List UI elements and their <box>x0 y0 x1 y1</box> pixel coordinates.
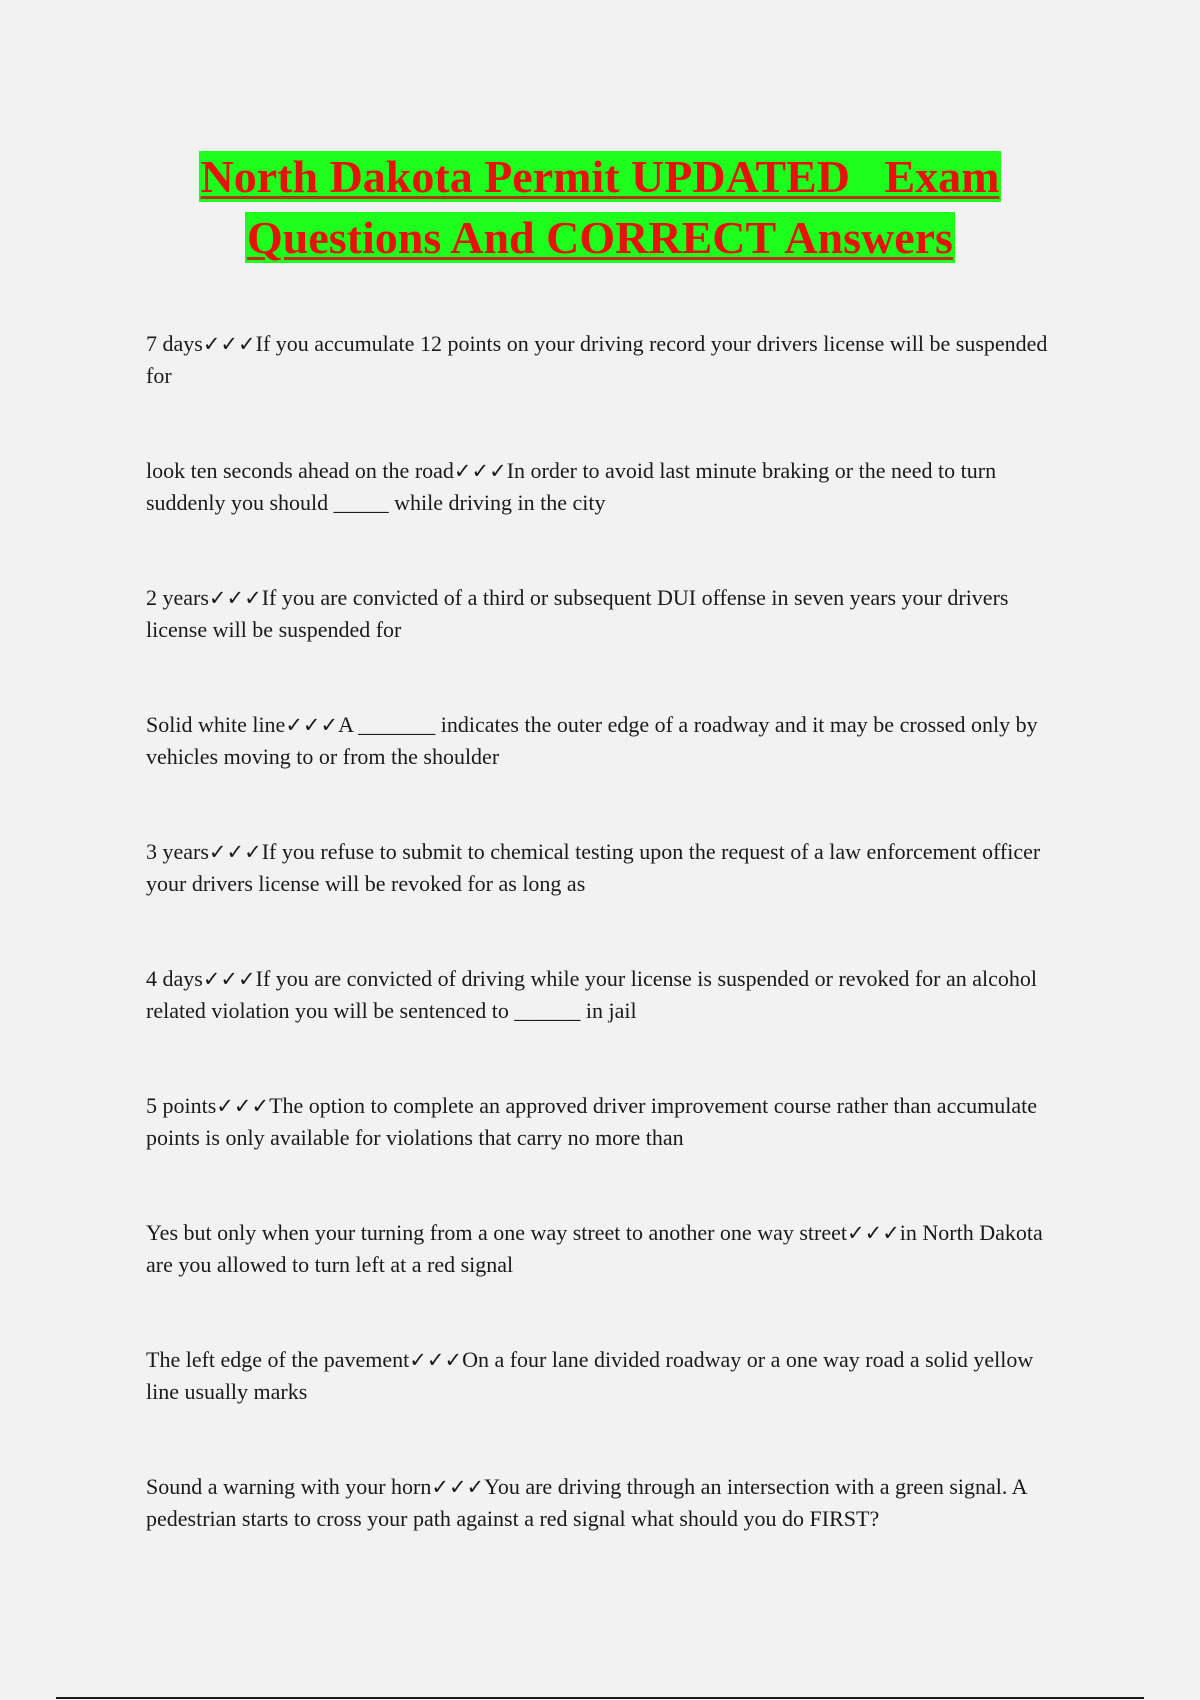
answer-text: 2 years <box>146 585 209 610</box>
answer-text: Sound a warning with your horn <box>146 1474 432 1499</box>
question-text: In order to avoid last minute braking or the need to turn suddenly you should _____ while driving in the city <box>146 458 997 515</box>
answer-text: Solid white line <box>146 712 286 737</box>
check-marks: ✓✓✓ <box>409 1348 463 1372</box>
question-text: If you accumulate 12 points on your driving record your drivers license will be suspended for <box>146 331 1048 388</box>
check-marks: ✓✓✓ <box>216 1094 270 1118</box>
bottom-rule <box>56 1697 1144 1699</box>
answer-text: The left edge of the pavement <box>146 1347 410 1372</box>
document-title <box>100 146 1100 268</box>
check-marks: ✓✓✓ <box>847 1221 900 1245</box>
check-marks: ✓✓✓ <box>453 459 507 483</box>
title-line-1: North Dakota Permit UPDATED Exam <box>200 151 1000 202</box>
answer-text: 4 days <box>146 966 203 991</box>
check-marks: ✓✓✓ <box>285 713 339 737</box>
qa-item <box>146 836 1066 963</box>
qa-item <box>146 1344 1066 1471</box>
qa-item <box>146 1090 1066 1217</box>
question-text: A _______ indicates the outer edge of a roadway and it may be crossed only by vehicles moving to or from the shoulder <box>146 712 1038 769</box>
check-marks: ✓✓✓ <box>208 586 262 610</box>
qa-item <box>146 963 1066 1090</box>
answer-text: 7 days <box>146 331 203 356</box>
question-text: in North Dakota are you allowed to turn left at a red signal <box>146 1220 1043 1277</box>
answer-text: 5 points <box>146 1093 217 1118</box>
check-marks: ✓✓✓ <box>208 840 262 864</box>
answer-text: look ten seconds ahead on the road <box>146 458 454 483</box>
question-text: If you are convicted of driving while your license is suspended or revoked for an alcohol related violation you will be sentenced to ______ in jail <box>146 966 1037 1023</box>
answer-text: Yes but only when your turning from a one way street to another one way street <box>146 1220 847 1245</box>
answer-text: 3 years <box>146 839 209 864</box>
question-text: The option to complete an approved driver improvement course rather than accumulate points is only available for violations that carry no more than <box>146 1093 1037 1150</box>
check-marks: ✓✓✓ <box>431 1475 485 1499</box>
qa-list <box>146 328 1066 1598</box>
qa-item <box>146 455 1066 582</box>
qa-item <box>146 709 1066 836</box>
check-marks: ✓✓✓ <box>202 967 256 991</box>
check-marks: ✓✓✓ <box>202 332 256 356</box>
qa-item <box>146 1217 1066 1344</box>
title-line-2: Questions And CORRECT Answers <box>247 212 953 263</box>
question-text: If you are convicted of a third or subsequent DUI offense in seven years your drivers license will be suspended for <box>146 585 1009 642</box>
question-text: You are driving through an intersection with a green signal. A pedestrian starts to cross your path against a red signal what should you do FIRST? <box>146 1474 1027 1531</box>
question-text: If you refuse to submit to chemical testing upon the request of a law enforcement officer your drivers license will be revoked for as long as <box>146 839 1041 896</box>
qa-item <box>146 328 1066 455</box>
qa-item <box>146 1471 1066 1598</box>
qa-item <box>146 582 1066 709</box>
question-text: On a four lane divided roadway or a one way road a solid yellow line usually marks <box>146 1347 1034 1404</box>
